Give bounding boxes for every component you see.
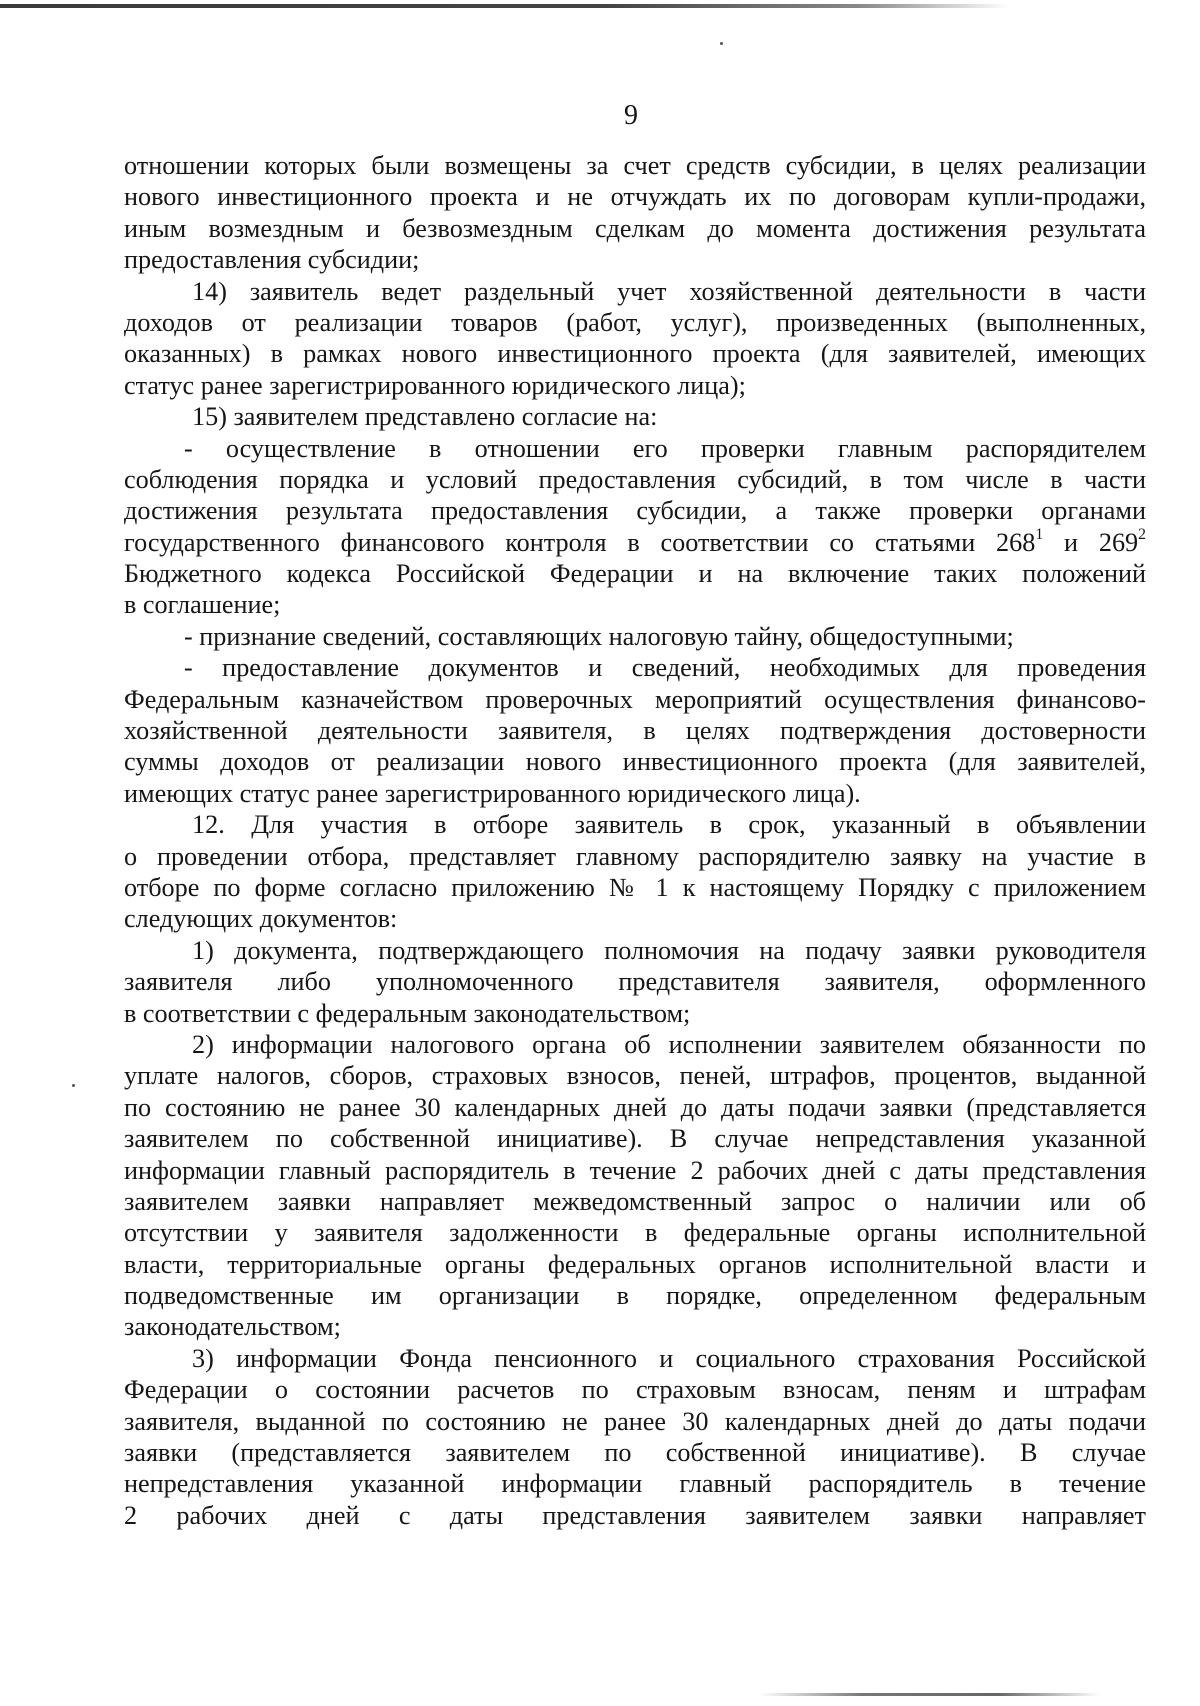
text-line bbox=[124, 1311, 1146, 1342]
text-line bbox=[124, 338, 1146, 369]
text-line-content: заявителем заявки направляет межведомственный запрос о наличии или об bbox=[124, 1186, 1146, 1216]
text-line bbox=[124, 495, 1146, 526]
text-line bbox=[124, 1217, 1146, 1248]
text-line-content: заявки (представляется заявителем по собственной инициативе). В случае bbox=[124, 1438, 1146, 1468]
text-line bbox=[124, 1406, 1146, 1437]
text-line-content: соблюдения порядка и условий предоставления субсидий, в том числе в части bbox=[124, 464, 1146, 494]
text-line-content: уплате налогов, сборов, страховых взносов, пеней, штрафов, процентов, выданной bbox=[124, 1061, 1146, 1091]
text-line bbox=[124, 150, 1146, 181]
text-line bbox=[124, 746, 1146, 777]
text-line-content: Федерации о состоянии расчетов по страховым взносам, пеням и штрафам bbox=[124, 1375, 1146, 1405]
text-line bbox=[124, 1249, 1146, 1280]
text-line-content: 15) заявителем представлено согласие на: bbox=[192, 402, 658, 432]
scan-top-edge bbox=[0, 4, 1010, 8]
text-line-content: 14) заявитель ведет раздельный учет хозяйственной деятельности в части bbox=[192, 276, 1146, 306]
text-line-content: отношении которых были возмещены за счет средств субсидии, в целях реализации bbox=[124, 151, 1146, 180]
article-a-sup: 1 bbox=[1035, 525, 1044, 543]
text-line-content: подведомственные им организации в порядке, определенном федеральным bbox=[124, 1281, 1146, 1311]
text-line-content: 12. Для участия в отборе заявитель в срок, указанный в объявлении bbox=[192, 810, 1146, 840]
text-line bbox=[124, 370, 1146, 401]
scan-bottom-edge bbox=[760, 1693, 1100, 1696]
text-line-content: имеющих статус ранее зарегистрированного юридического лица). bbox=[124, 778, 861, 808]
article-reference bbox=[975, 525, 1146, 557]
text-line bbox=[124, 1500, 1146, 1531]
article-b: 269 bbox=[1098, 527, 1139, 557]
text-line bbox=[124, 181, 1146, 212]
text-line bbox=[124, 464, 1146, 495]
text-line bbox=[124, 1437, 1146, 1468]
article-conj: и bbox=[1064, 527, 1079, 557]
text-line-content: 2) информации налогового органа об исполнении заявителем обязанности по bbox=[192, 1029, 1146, 1059]
scan-speck bbox=[72, 1084, 75, 1087]
text-line-content: 3) информации Фонда пенсионного и социального страхования Российской bbox=[192, 1343, 1146, 1373]
text-line-content: достижения результата предоставления субсидии, а также проверки органами bbox=[124, 496, 1146, 526]
text-line bbox=[124, 1029, 1146, 1060]
scan-speck bbox=[720, 42, 723, 45]
article-a: 268 bbox=[996, 527, 1036, 557]
text-line bbox=[124, 1092, 1146, 1123]
text-line bbox=[124, 621, 1146, 652]
text-line bbox=[124, 841, 1146, 872]
text-line-content: - признание сведений, составляющих налоговую тайну, общедоступными; bbox=[184, 621, 1014, 651]
article-b-sup: 2 bbox=[1138, 525, 1146, 543]
text-line-content: оказанных) в рамках нового инвестиционного проекта (для заявителей, имеющих bbox=[124, 339, 1146, 369]
text-line bbox=[124, 872, 1146, 903]
text-line bbox=[124, 244, 1146, 275]
text-line bbox=[124, 903, 1146, 934]
text-line-content: нового инвестиционного проекта и не отчуждать их по договорам купли-продажи, bbox=[124, 182, 1146, 212]
text-line-content: иным возмездным и безвозмездным сделкам до момента достижения результата bbox=[124, 213, 1146, 243]
text-line bbox=[124, 1374, 1146, 1405]
text-line bbox=[124, 1155, 1146, 1186]
text-line bbox=[124, 558, 1146, 589]
text-line bbox=[124, 213, 1146, 244]
text-line-content: Федеральным казначейством проверочных мероприятий осуществления финансово- bbox=[124, 684, 1146, 714]
text-line-content: предоставления субсидии; bbox=[124, 245, 420, 275]
text-line-content: власти, территориальные органы федеральных органов исполнительной власти и bbox=[124, 1249, 1146, 1279]
text-line-content: Бюджетного кодекса Российской Федерации и на включение таких положений bbox=[124, 559, 1146, 589]
text-line bbox=[124, 652, 1146, 683]
text-line bbox=[124, 276, 1146, 307]
text-line bbox=[124, 1280, 1146, 1311]
text-line-content: заявителя, выданной по состоянию не ранее 30 календарных дней до даты подачи bbox=[124, 1406, 1146, 1436]
text-line-content: в соглашение; bbox=[124, 590, 281, 620]
text-line bbox=[124, 589, 1146, 620]
text-line-content: следующих документов: bbox=[124, 904, 398, 934]
text-line-content: 1) документа, подтверждающего полномочия на подачу заявки руководителя bbox=[192, 935, 1146, 965]
text-line-content: 2 рабочих дней с даты представления заявителем заявки направляет bbox=[124, 1500, 1146, 1530]
text-line-content: хозяйственной деятельности заявителя, в целях подтверждения достоверности bbox=[124, 716, 1146, 746]
text-line-content: заявителя либо уполномоченного представителя заявителя, оформленного bbox=[124, 967, 1146, 997]
text-line-content: доходов от реализации товаров (работ, услуг), произведенных (выполненных, bbox=[124, 307, 1146, 337]
text-line-content: суммы доходов от реализации нового инвестиционного проекта (для заявителей, bbox=[124, 747, 1146, 777]
text-line bbox=[124, 1468, 1146, 1499]
text-line bbox=[124, 1060, 1146, 1091]
text-line bbox=[124, 778, 1146, 809]
text-line-content: - предоставление документов и сведений, необходимых для проведения bbox=[184, 653, 1146, 683]
text-line-content: государственного финансового контроля в соответствии со статьями bbox=[124, 527, 976, 557]
text-line-content: статус ранее зарегистрированного юридического лица); bbox=[124, 370, 746, 400]
text-line bbox=[124, 809, 1146, 840]
text-line-content: отборе по форме согласно приложению № 1 к настоящему Порядку с приложением bbox=[124, 872, 1146, 902]
document-body bbox=[124, 150, 1146, 1531]
text-line bbox=[124, 1343, 1146, 1374]
text-line-content: непредставления указанной информации главный распорядитель в течение bbox=[124, 1469, 1146, 1499]
text-line bbox=[124, 1123, 1146, 1154]
text-line bbox=[124, 433, 1146, 464]
text-line bbox=[124, 307, 1146, 338]
text-line-content: отсутствии у заявителя задолженности в федеральные органы исполнительной bbox=[124, 1218, 1146, 1248]
text-line bbox=[124, 401, 1146, 432]
text-line-content: законодательством; bbox=[124, 1312, 341, 1342]
text-line bbox=[124, 998, 1146, 1029]
text-line bbox=[124, 715, 1146, 746]
text-line-content: - осуществление в отношении его проверки главным распорядителем bbox=[184, 433, 1146, 463]
text-line bbox=[124, 684, 1146, 715]
text-line-content: по состоянию не ранее 30 календарных дней до даты подачи заявки (представляется bbox=[124, 1092, 1146, 1122]
page-number: 9 bbox=[624, 100, 638, 131]
text-line bbox=[124, 966, 1146, 997]
text-line bbox=[124, 1186, 1146, 1217]
text-line-content: заявителем по собственной инициативе). В случае непредставления указанной bbox=[124, 1124, 1146, 1154]
text-line-content: о проведении отбора, представляет главному распорядителю заявку на участие в bbox=[124, 841, 1146, 871]
text-line-content: в соответствии с федеральным законодательством; bbox=[124, 998, 691, 1028]
text-line bbox=[124, 935, 1146, 966]
text-line bbox=[124, 527, 1146, 558]
text-line-content: информации главный распорядитель в течение 2 рабочих дней с даты представления bbox=[124, 1155, 1146, 1185]
